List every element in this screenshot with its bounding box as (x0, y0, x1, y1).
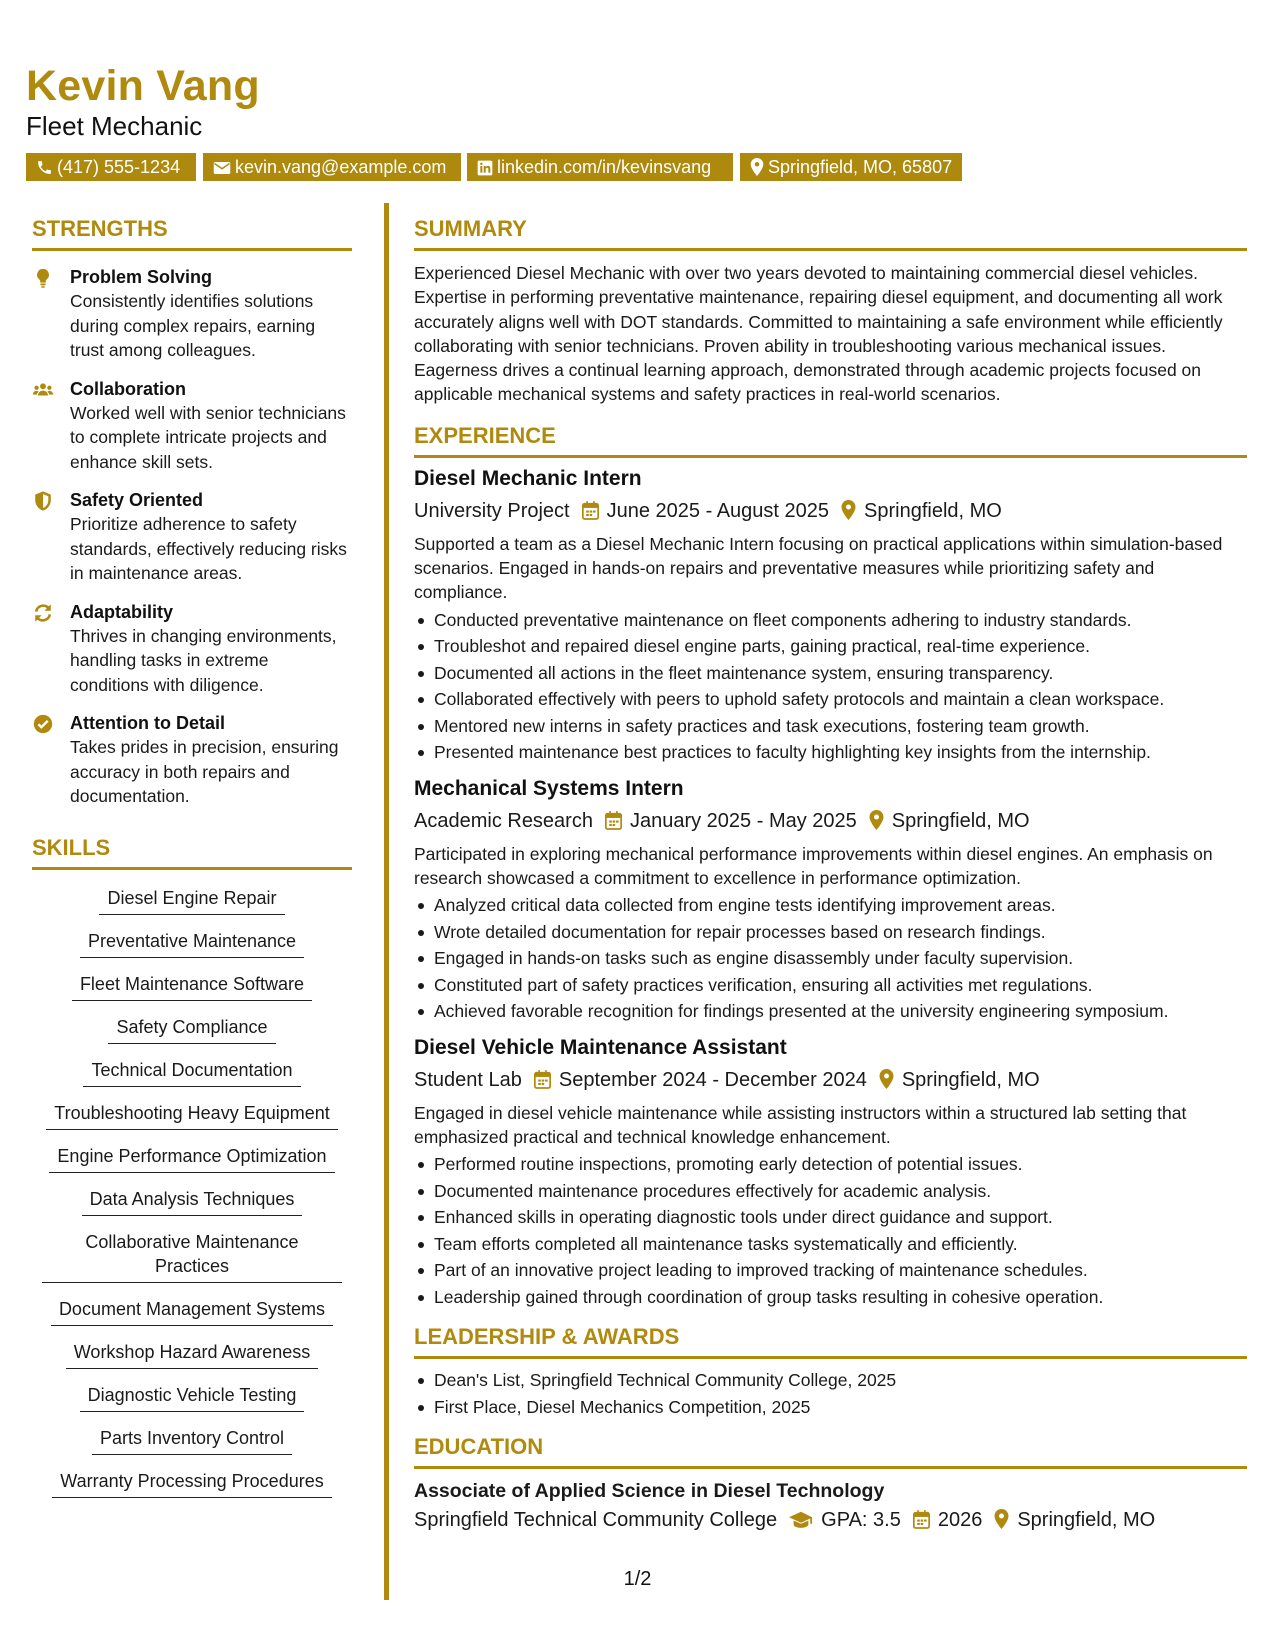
strength-desc: Worked well with senior technicians to complete intricate projects and enhance skill sets. (70, 402, 346, 472)
awards-heading: LEADERSHIP & AWARDS (414, 1322, 1247, 1359)
job-location: Springfield, MO (901, 1068, 1040, 1091)
list-item: First Place, Diesel Mechanics Competition, 2025 (414, 1394, 1247, 1421)
job-org: Academic Research (414, 809, 593, 832)
left-column (32, 214, 352, 1506)
map-marker-icon (879, 1069, 894, 1089)
skills-list (32, 880, 352, 1506)
skill-item: Parts Inventory Control (92, 1426, 292, 1455)
list-item: Documented maintenance procedures effectively for academic analysis. (414, 1178, 1247, 1205)
skill-item: Diesel Engine Repair (99, 886, 284, 915)
job-entry (414, 1033, 1247, 1311)
check-circle-icon (32, 713, 54, 735)
calendar-icon (534, 1070, 551, 1089)
list-item: Troubleshot and repaired diesel engine parts, gaining practical, real-time experience. (414, 633, 1247, 660)
location-text: Springfield, MO, 65807 (768, 157, 953, 177)
job-meta (414, 1065, 1247, 1095)
phone-chip[interactable] (26, 153, 196, 181)
email-text: kevin.vang@example.com (235, 157, 447, 177)
column-divider (384, 203, 389, 1600)
list-item: Analyzed critical data collected from engine tests identifying improvement areas. (414, 892, 1247, 919)
strength-item (32, 711, 352, 809)
job-description: Supported a team as a Diesel Mechanic Intern focusing on practical applications within simulation-based scenarios. Engaged in hands-on repairs and preventative measures while prioritizing safety and compliance. (414, 533, 1223, 603)
page-number: 1/2 (623, 1568, 652, 1590)
job-dates: January 2025 - May 2025 (629, 809, 857, 832)
phone-icon (36, 159, 53, 176)
strength-desc: Prioritize adherence to safety standards, effectively reducing risks in maintenance areas. (70, 514, 347, 583)
education-school: Springfield Technical Community College (414, 1509, 778, 1532)
list-item: Conducted preventative maintenance on fleet components adhering to industry standards. (414, 607, 1247, 634)
job-org: University Project (414, 499, 570, 522)
candidate-role: Fleet Mechanic (26, 111, 203, 141)
map-marker-icon (841, 500, 856, 520)
list-item: Leadership gained through coordination of group tasks resulting in cohesive operation. (414, 1284, 1247, 1311)
list-item: Achieved favorable recognition for findings presented at the university engineering symposium. (414, 998, 1247, 1025)
strength-desc: Thrives in changing environments, handling tasks in extreme conditions with diligence. (70, 625, 337, 695)
job-description: Participated in exploring mechanical performance improvements within diesel engines. An emphasis on research showcased a commitment to excellence in performance optimization. (414, 843, 1213, 888)
education-year: 2026 (937, 1509, 983, 1532)
education-location: Springfield, MO (1017, 1509, 1156, 1532)
skill-item: Document Management Systems (51, 1297, 333, 1326)
list-item: Presented maintenance best practices to faculty highlighting key insights from the internship. (414, 739, 1247, 766)
list-item: Constituted part of safety practices verification, ensuring all activities met regulations. (414, 972, 1247, 999)
awards-list (414, 1367, 1247, 1420)
graduation-cap-icon (789, 1511, 813, 1529)
skill-item: Fleet Maintenance Software (72, 972, 312, 1001)
job-dates: June 2025 - August 2025 (606, 499, 830, 522)
calendar-icon (582, 501, 599, 520)
job-description: Engaged in diesel vehicle maintenance while assisting instructors within a structured lab setting that emphasized practical and technical knowledge enhancement. (414, 1102, 1187, 1148)
skill-item: Troubleshooting Heavy Equipment (46, 1101, 338, 1130)
strength-title: Adaptability (70, 601, 174, 622)
strength-title: Problem Solving (70, 267, 213, 287)
linkedin-chip[interactable] (467, 153, 733, 181)
users-icon (32, 379, 54, 401)
experience-heading: EXPERIENCE (414, 421, 1247, 458)
list-item: Wrote detailed documentation for repair processes based on research findings. (414, 919, 1247, 946)
summary-heading: SUMMARY (414, 214, 1247, 251)
job-bullets (414, 607, 1247, 766)
strength-desc: Consistently identifies solutions during complex repairs, earning trust among colleagues. (70, 291, 316, 360)
skill-item: Engine Performance Optimization (49, 1144, 334, 1173)
education-heading: EDUCATION (414, 1432, 1247, 1469)
job-entry (414, 464, 1247, 766)
list-item: Dean's List, Springfield Technical Community College, 2025 (414, 1367, 1247, 1394)
strength-item (32, 265, 352, 363)
calendar-icon (913, 1510, 930, 1529)
job-dates: September 2024 - December 2024 (558, 1068, 867, 1091)
email-chip[interactable] (203, 153, 461, 181)
list-item: Mentored new interns in safety practices and task executions, fostering team growth. (414, 713, 1247, 740)
job-meta (414, 806, 1247, 836)
skill-item: Warranty Processing Procedures (52, 1469, 331, 1498)
calendar-icon (605, 811, 622, 830)
strength-title: Attention to Detail (70, 713, 225, 733)
skill-item: Collaborative Maintenance Practices (42, 1230, 342, 1283)
sync-icon (32, 602, 54, 624)
shield-icon (32, 490, 54, 512)
skill-item: Preventative Maintenance (80, 929, 304, 958)
map-marker-icon (994, 1509, 1009, 1529)
job-bullets (414, 892, 1247, 1025)
list-item: Enhanced skills in operating diagnostic tools under direct guidance and support. (414, 1204, 1247, 1231)
job-meta (414, 496, 1247, 526)
resume-header (26, 62, 260, 142)
job-entry (414, 774, 1247, 1025)
skill-item: Safety Compliance (108, 1015, 275, 1044)
right-column (414, 214, 1247, 1535)
summary-text: Experienced Diesel Mechanic with over two years devoted to maintaining commercial diesel vehicles. Expertise in performing preventative maintenance, repairing diesel equipment, and documenting all work accurately aligns well with DOT standards. Committed to maintaining a safe environment while efficiently collaborating with senior technicians. Proven ability in troubleshooting various mechanical issues. Eagerness drives a continual learning approach, demonstrated through academic projects focused on applicable mechanical systems and safety practices in real-world scenarios. (414, 263, 1223, 405)
list-item: Engaged in hands-on tasks such as engine disassembly under faculty supervision. (414, 945, 1247, 972)
job-title: Mechanical Systems Intern (414, 776, 684, 800)
list-item: Performed routine inspections, promoting early detection of potential issues. (414, 1151, 1247, 1178)
education-degree: Associate of Applied Science in Diesel Technology (414, 1480, 885, 1503)
envelope-icon (213, 160, 231, 176)
skill-item: Diagnostic Vehicle Testing (80, 1383, 305, 1412)
strength-item (32, 488, 352, 586)
map-marker-icon (750, 158, 764, 176)
list-item: Documented all actions in the fleet maintenance system, ensuring transparency. (414, 660, 1247, 687)
job-bullets (414, 1151, 1247, 1310)
skill-item: Workshop Hazard Awareness (66, 1340, 318, 1369)
skill-item: Technical Documentation (83, 1058, 300, 1087)
lightbulb-icon (32, 267, 54, 289)
phone-text: (417) 555-1234 (57, 157, 181, 177)
list-item: Team efforts completed all maintenance tasks systematically and efficiently. (414, 1231, 1247, 1258)
education-meta (414, 1505, 1247, 1535)
linkedin-icon (477, 160, 493, 176)
linkedin-text: linkedin.com/in/kevinsvang (497, 157, 712, 177)
skills-heading: SKILLS (32, 833, 352, 870)
location-chip (740, 153, 962, 181)
strength-title: Safety Oriented (70, 490, 204, 510)
skill-item: Data Analysis Techniques (82, 1187, 303, 1216)
job-title: Diesel Mechanic Intern (414, 466, 642, 490)
list-item: Collaborated effectively with peers to uphold safety protocols and maintain a clean workspace. (414, 686, 1247, 713)
strength-item (32, 377, 352, 475)
job-title: Diesel Vehicle Maintenance Assistant (414, 1035, 787, 1059)
strengths-heading: STRENGTHS (32, 214, 352, 251)
list-item: Part of an innovative project leading to improved tracking of maintenance schedules. (414, 1257, 1247, 1284)
job-location: Springfield, MO (864, 499, 1002, 522)
map-marker-icon (869, 810, 884, 830)
strength-title: Collaboration (70, 378, 186, 399)
strength-desc: Takes prides in precision, ensuring accuracy in both repairs and documentation. (70, 737, 339, 806)
job-org: Student Lab (414, 1068, 522, 1091)
job-location: Springfield, MO (891, 809, 1030, 832)
education-gpa: GPA: 3.5 (821, 1509, 901, 1532)
strength-item (32, 600, 352, 698)
candidate-name: Kevin Vang (26, 62, 260, 110)
